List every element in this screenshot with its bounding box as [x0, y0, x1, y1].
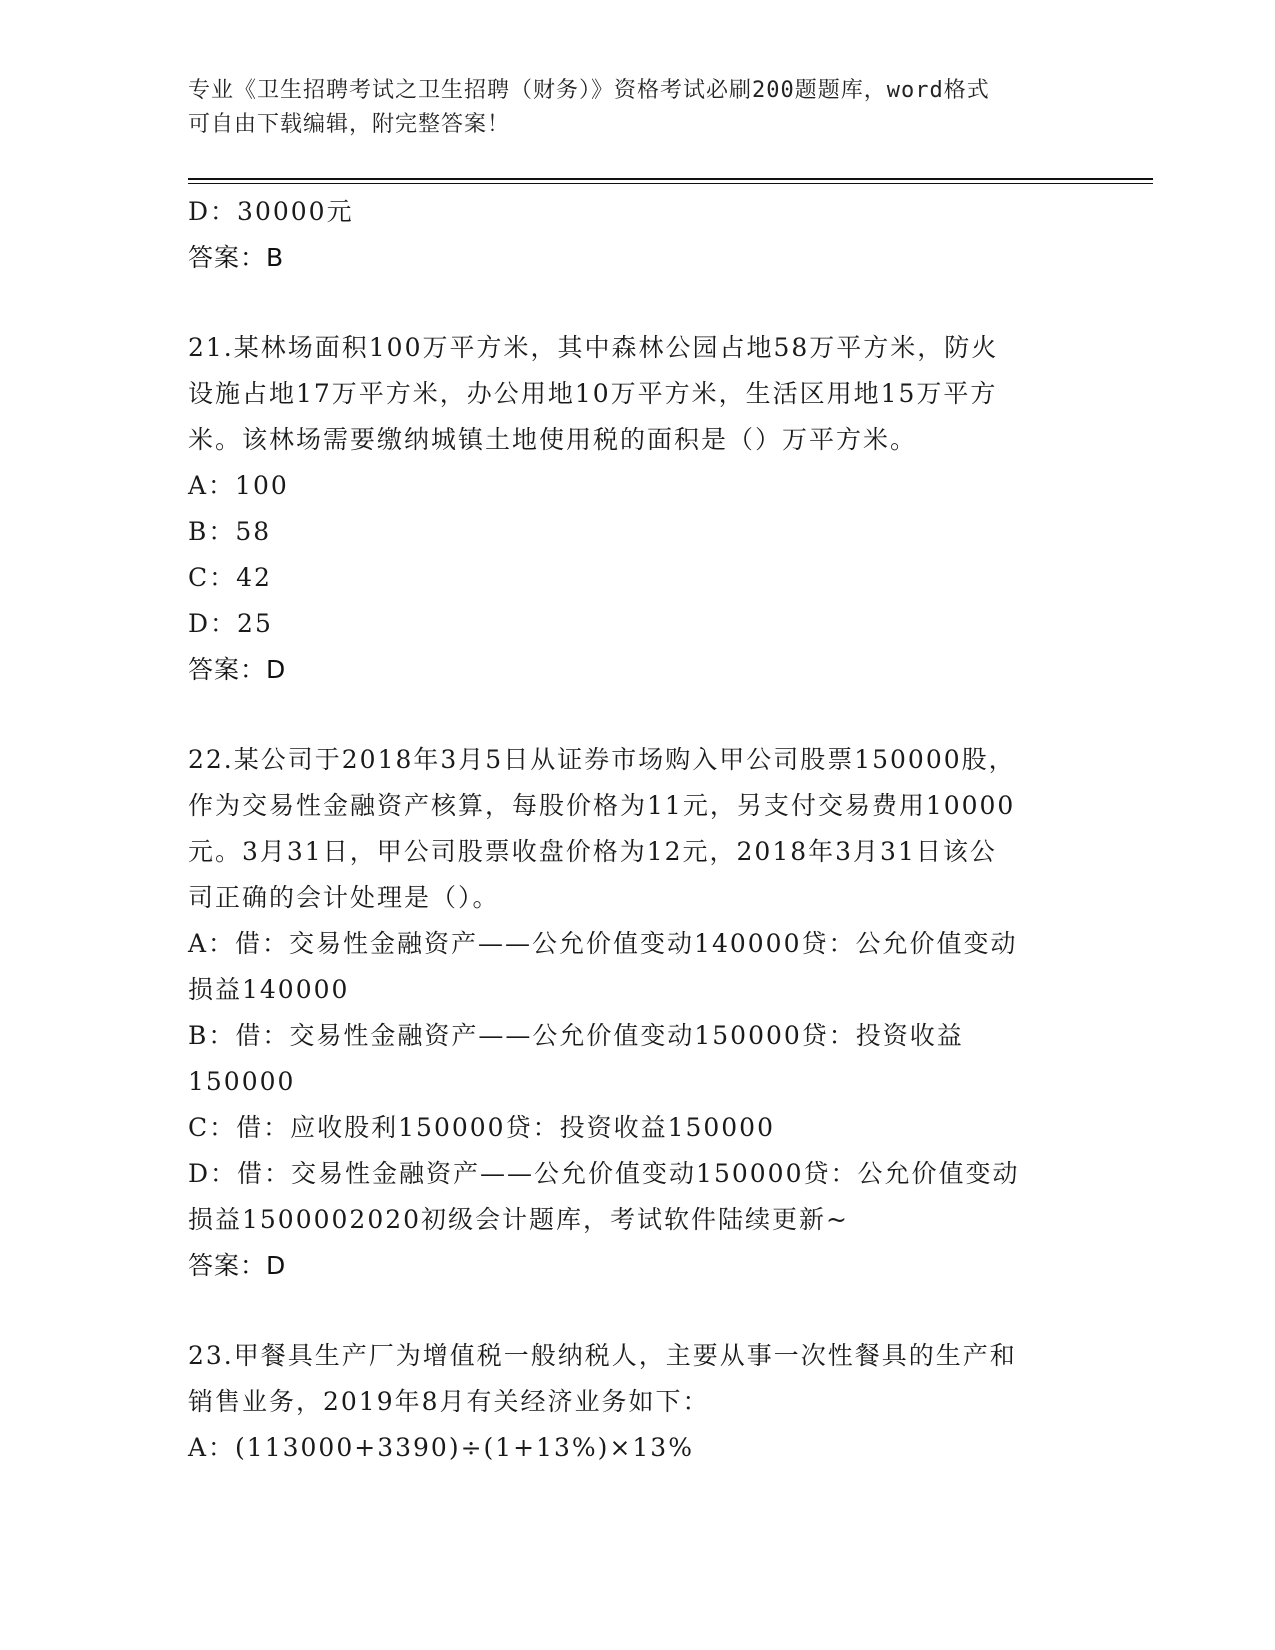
q21-option-d: D：25	[188, 609, 273, 638]
q21-option-a: A：100	[188, 471, 289, 500]
q22-option-b-cont: 150000	[188, 1067, 296, 1096]
q22-option-c: C：借：应收股利150000贷：投资收益150000	[188, 1113, 775, 1142]
q22-stem-line: 司正确的会计处理是（）。	[188, 883, 500, 912]
q23-option-a: A：(113000+3390)÷(1+13%)×13%	[188, 1433, 694, 1462]
q21-stem-line: 米。该林场需要缴纳城镇土地使用税的面积是（）万平方米。	[188, 425, 918, 454]
question-23	[188, 1333, 1078, 1471]
q21-option-b: B：58	[188, 517, 272, 546]
header-divider-thin	[188, 183, 1153, 184]
q22-stem-line: 元。3月31日，甲公司股票收盘价格为12元，2018年3月31日该公	[188, 837, 997, 866]
q21-answer: 答案：D	[188, 655, 287, 684]
spacer	[188, 693, 1078, 737]
q22-answer: 答案：D	[188, 1251, 287, 1280]
q22-option-b: B：借：交易性金融资产——公允价值变动150000贷：投资收益	[188, 1021, 964, 1050]
spacer	[188, 281, 1078, 325]
header-divider-thick	[188, 178, 1153, 180]
q22-option-a-cont: 损益140000	[188, 975, 350, 1004]
document-header	[188, 74, 1068, 142]
q21-stem-line: 21.某林场面积100万平方米，其中森林公园占地58万平方米，防火	[188, 333, 999, 362]
q21-stem-line: 设施占地17万平方米，办公用地10万平方米，生活区用地15万平方	[188, 379, 998, 408]
prev-answer: 答案：B	[188, 243, 285, 272]
question-22	[188, 737, 1078, 1289]
q22-option-d: D：借：交易性金融资产——公允价值变动150000贷：公允价值变动	[188, 1159, 1020, 1188]
q22-stem-line: 22.某公司于2018年3月5日从证券市场购入甲公司股票150000股，	[188, 745, 1016, 774]
prev-option-d: D：30000元	[188, 197, 354, 226]
header-line-2: 可自由下载编辑，附完整答案！	[188, 112, 511, 137]
header-line-1: 专业《卫生招聘考试之卫生招聘（财务）》资格考试必刷200题题库，word格式	[188, 78, 990, 103]
spacer	[188, 1289, 1078, 1333]
q23-stem-line: 销售业务，2019年8月有关经济业务如下：	[188, 1387, 710, 1416]
q21-option-c: C：42	[188, 563, 272, 592]
q22-option-a: A：借：交易性金融资产——公允价值变动140000贷：公允价值变动	[188, 929, 1018, 958]
question-21	[188, 325, 1078, 693]
q22-option-d-cont: 损益1500002020初级会计题库，考试软件陆续更新~	[188, 1205, 850, 1234]
q23-stem-line: 23.甲餐具生产厂为增值税一般纳税人，主要从事一次性餐具的生产和	[188, 1341, 1017, 1370]
document-body	[188, 189, 1078, 1471]
q22-stem-line: 作为交易性金融资产核算，每股价格为11元，另支付交易费用10000	[188, 791, 1016, 820]
